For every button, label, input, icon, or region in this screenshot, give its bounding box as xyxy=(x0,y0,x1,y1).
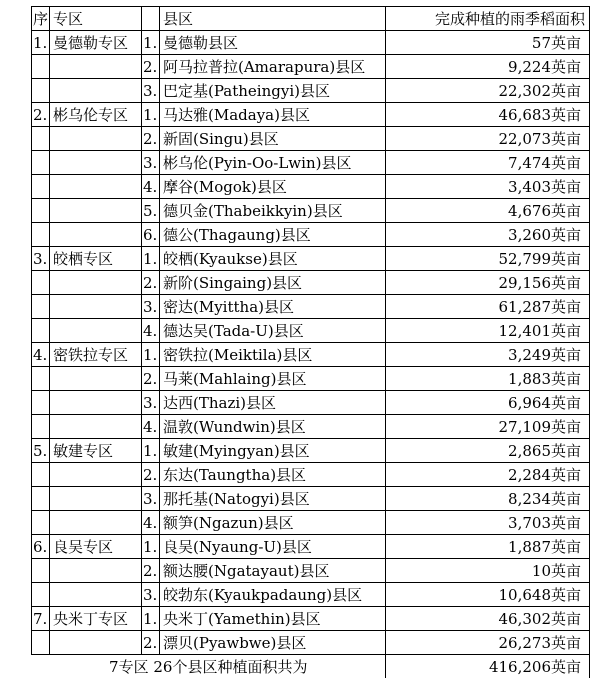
row-county: 巴定基(Patheingyi)县区 xyxy=(160,79,386,103)
table-row xyxy=(32,199,590,223)
row-area: 12,401英亩 xyxy=(386,319,590,343)
row-region xyxy=(50,127,142,151)
row-county: 那托基(Natogyi)县区 xyxy=(160,487,386,511)
row-county-no: 2. xyxy=(142,271,160,295)
row-county: 央米丁(Yamethin)县区 xyxy=(160,607,386,631)
row-county-no: 1. xyxy=(142,607,160,631)
rice-area-table xyxy=(31,6,590,678)
row-county: 温敦(Wundwin)县区 xyxy=(160,415,386,439)
row-county: 达西(Thazi)县区 xyxy=(160,391,386,415)
table-row xyxy=(32,103,590,127)
row-county-no: 2. xyxy=(142,559,160,583)
row-county-no: 1. xyxy=(142,343,160,367)
table-row xyxy=(32,583,590,607)
row-county-no: 3. xyxy=(142,487,160,511)
table-row xyxy=(32,607,590,631)
row-no: 4. xyxy=(32,343,50,367)
row-county-no: 1. xyxy=(142,31,160,55)
row-county-no: 5. xyxy=(142,199,160,223)
table-row xyxy=(32,487,590,511)
row-county: 密达(Myittha)县区 xyxy=(160,295,386,319)
row-county: 漂贝(Pyawbwe)县区 xyxy=(160,631,386,655)
row-area: 10,648英亩 xyxy=(386,583,590,607)
row-no: 2. xyxy=(32,103,50,127)
row-region: 良吴专区 xyxy=(50,535,142,559)
row-area: 27,109英亩 xyxy=(386,415,590,439)
row-region xyxy=(50,487,142,511)
table-row xyxy=(32,391,590,415)
row-region xyxy=(50,511,142,535)
row-region xyxy=(50,583,142,607)
row-area: 6,964英亩 xyxy=(386,391,590,415)
row-no xyxy=(32,463,50,487)
row-county: 马达雅(Madaya)县区 xyxy=(160,103,386,127)
row-no: 5. xyxy=(32,439,50,463)
row-county-no: 1. xyxy=(142,247,160,271)
row-area: 3,260英亩 xyxy=(386,223,590,247)
table-row xyxy=(32,271,590,295)
table-row xyxy=(32,631,590,655)
row-region: 央米丁专区 xyxy=(50,607,142,631)
row-region xyxy=(50,319,142,343)
header-area: 完成种植的雨季稻面积 xyxy=(386,7,590,31)
row-region xyxy=(50,295,142,319)
row-no xyxy=(32,487,50,511)
row-area: 22,302英亩 xyxy=(386,79,590,103)
row-area: 61,287英亩 xyxy=(386,295,590,319)
row-county-no: 2. xyxy=(142,463,160,487)
row-no xyxy=(32,295,50,319)
table-row xyxy=(32,151,590,175)
row-county: 皎栖(Kyaukse)县区 xyxy=(160,247,386,271)
header-no: 序 xyxy=(32,7,50,31)
row-no xyxy=(32,223,50,247)
row-county-no: 1. xyxy=(142,103,160,127)
table-row xyxy=(32,511,590,535)
row-county: 德达吴(Tada-U)县区 xyxy=(160,319,386,343)
table-row xyxy=(32,55,590,79)
row-county: 良吴(Nyaung-U)县区 xyxy=(160,535,386,559)
row-no xyxy=(32,511,50,535)
table-row xyxy=(32,79,590,103)
row-county-no: 3. xyxy=(142,295,160,319)
row-area: 1,883英亩 xyxy=(386,367,590,391)
row-county-no: 1. xyxy=(142,439,160,463)
row-area: 7,474英亩 xyxy=(386,151,590,175)
table-row xyxy=(32,415,590,439)
row-no xyxy=(32,199,50,223)
header-row xyxy=(32,7,590,31)
table-row xyxy=(32,343,590,367)
row-region xyxy=(50,463,142,487)
row-county-no: 3. xyxy=(142,583,160,607)
row-no: 6. xyxy=(32,535,50,559)
row-region xyxy=(50,415,142,439)
row-region xyxy=(50,151,142,175)
row-region xyxy=(50,367,142,391)
row-region: 敏建专区 xyxy=(50,439,142,463)
table-row xyxy=(32,319,590,343)
row-area: 2,284英亩 xyxy=(386,463,590,487)
header-blank xyxy=(142,7,160,31)
row-region: 曼德勒专区 xyxy=(50,31,142,55)
table-row xyxy=(32,559,590,583)
row-region xyxy=(50,391,142,415)
row-county: 新固(Singu)县区 xyxy=(160,127,386,151)
row-county-no: 2. xyxy=(142,367,160,391)
row-no xyxy=(32,127,50,151)
row-region xyxy=(50,199,142,223)
row-no xyxy=(32,319,50,343)
row-county: 额笋(Ngazun)县区 xyxy=(160,511,386,535)
row-area: 29,156英亩 xyxy=(386,271,590,295)
row-region: 彬乌伦专区 xyxy=(50,103,142,127)
table-row xyxy=(32,295,590,319)
row-area: 3,703英亩 xyxy=(386,511,590,535)
row-county: 额达腰(Ngatayaut)县区 xyxy=(160,559,386,583)
row-area: 46,302英亩 xyxy=(386,607,590,631)
row-county-no: 3. xyxy=(142,79,160,103)
row-county-no: 2. xyxy=(142,55,160,79)
row-area: 26,273英亩 xyxy=(386,631,590,655)
row-county: 新阶(Singaing)县区 xyxy=(160,271,386,295)
row-county-no: 4. xyxy=(142,415,160,439)
row-region xyxy=(50,559,142,583)
row-area: 8,234英亩 xyxy=(386,487,590,511)
row-area: 57英亩 xyxy=(386,31,590,55)
row-county: 阿马拉普拉(Amarapura)县区 xyxy=(160,55,386,79)
row-county: 马莱(Mahlaing)县区 xyxy=(160,367,386,391)
row-region xyxy=(50,223,142,247)
row-area: 3,249英亩 xyxy=(386,343,590,367)
row-county-no: 4. xyxy=(142,175,160,199)
row-region: 密铁拉专区 xyxy=(50,343,142,367)
row-region xyxy=(50,631,142,655)
row-area: 4,676英亩 xyxy=(386,199,590,223)
row-no xyxy=(32,79,50,103)
row-no: 7. xyxy=(32,607,50,631)
row-no: 1. xyxy=(32,31,50,55)
row-no xyxy=(32,583,50,607)
row-area: 10英亩 xyxy=(386,559,590,583)
row-county-no: 3. xyxy=(142,151,160,175)
row-area: 52,799英亩 xyxy=(386,247,590,271)
row-region xyxy=(50,55,142,79)
row-region xyxy=(50,271,142,295)
header-county: 县区 xyxy=(160,7,386,31)
header-region: 专区 xyxy=(50,7,142,31)
table-row xyxy=(32,463,590,487)
row-area: 1,887英亩 xyxy=(386,535,590,559)
row-no xyxy=(32,151,50,175)
row-county: 曼德勒县区 xyxy=(160,31,386,55)
total-row xyxy=(32,655,590,679)
row-county: 彬乌伦(Pyin-Oo-Lwin)县区 xyxy=(160,151,386,175)
row-no xyxy=(32,391,50,415)
table-row xyxy=(32,439,590,463)
row-county: 皎勃东(Kyaukpadaung)县区 xyxy=(160,583,386,607)
row-county: 敏建(Myingyan)县区 xyxy=(160,439,386,463)
row-area: 22,073英亩 xyxy=(386,127,590,151)
table-row xyxy=(32,127,590,151)
row-area: 9,224英亩 xyxy=(386,55,590,79)
row-county: 东达(Taungtha)县区 xyxy=(160,463,386,487)
table-row xyxy=(32,223,590,247)
table-row xyxy=(32,31,590,55)
total-area: 416,206英亩 xyxy=(386,655,590,679)
row-no xyxy=(32,415,50,439)
row-area: 2,865英亩 xyxy=(386,439,590,463)
table-row xyxy=(32,175,590,199)
row-county-no: 4. xyxy=(142,511,160,535)
total-label: 7专区 26个县区种植面积共为 xyxy=(32,655,386,679)
row-county: 摩谷(Mogok)县区 xyxy=(160,175,386,199)
row-no xyxy=(32,367,50,391)
row-no: 3. xyxy=(32,247,50,271)
row-county-no: 6. xyxy=(142,223,160,247)
row-county: 德公(Thagaung)县区 xyxy=(160,223,386,247)
table-row xyxy=(32,247,590,271)
row-area: 46,683英亩 xyxy=(386,103,590,127)
row-county: 密铁拉(Meiktila)县区 xyxy=(160,343,386,367)
row-no xyxy=(32,55,50,79)
row-no xyxy=(32,631,50,655)
row-county-no: 2. xyxy=(142,631,160,655)
row-county-no: 2. xyxy=(142,127,160,151)
row-county-no: 4. xyxy=(142,319,160,343)
row-county-no: 1. xyxy=(142,535,160,559)
row-county: 德贝金(Thabeikkyin)县区 xyxy=(160,199,386,223)
row-no xyxy=(32,559,50,583)
row-region xyxy=(50,175,142,199)
row-no xyxy=(32,271,50,295)
table-row xyxy=(32,367,590,391)
row-no xyxy=(32,175,50,199)
row-county-no: 3. xyxy=(142,391,160,415)
row-region xyxy=(50,79,142,103)
table-row xyxy=(32,535,590,559)
row-region: 皎栖专区 xyxy=(50,247,142,271)
row-area: 3,403英亩 xyxy=(386,175,590,199)
